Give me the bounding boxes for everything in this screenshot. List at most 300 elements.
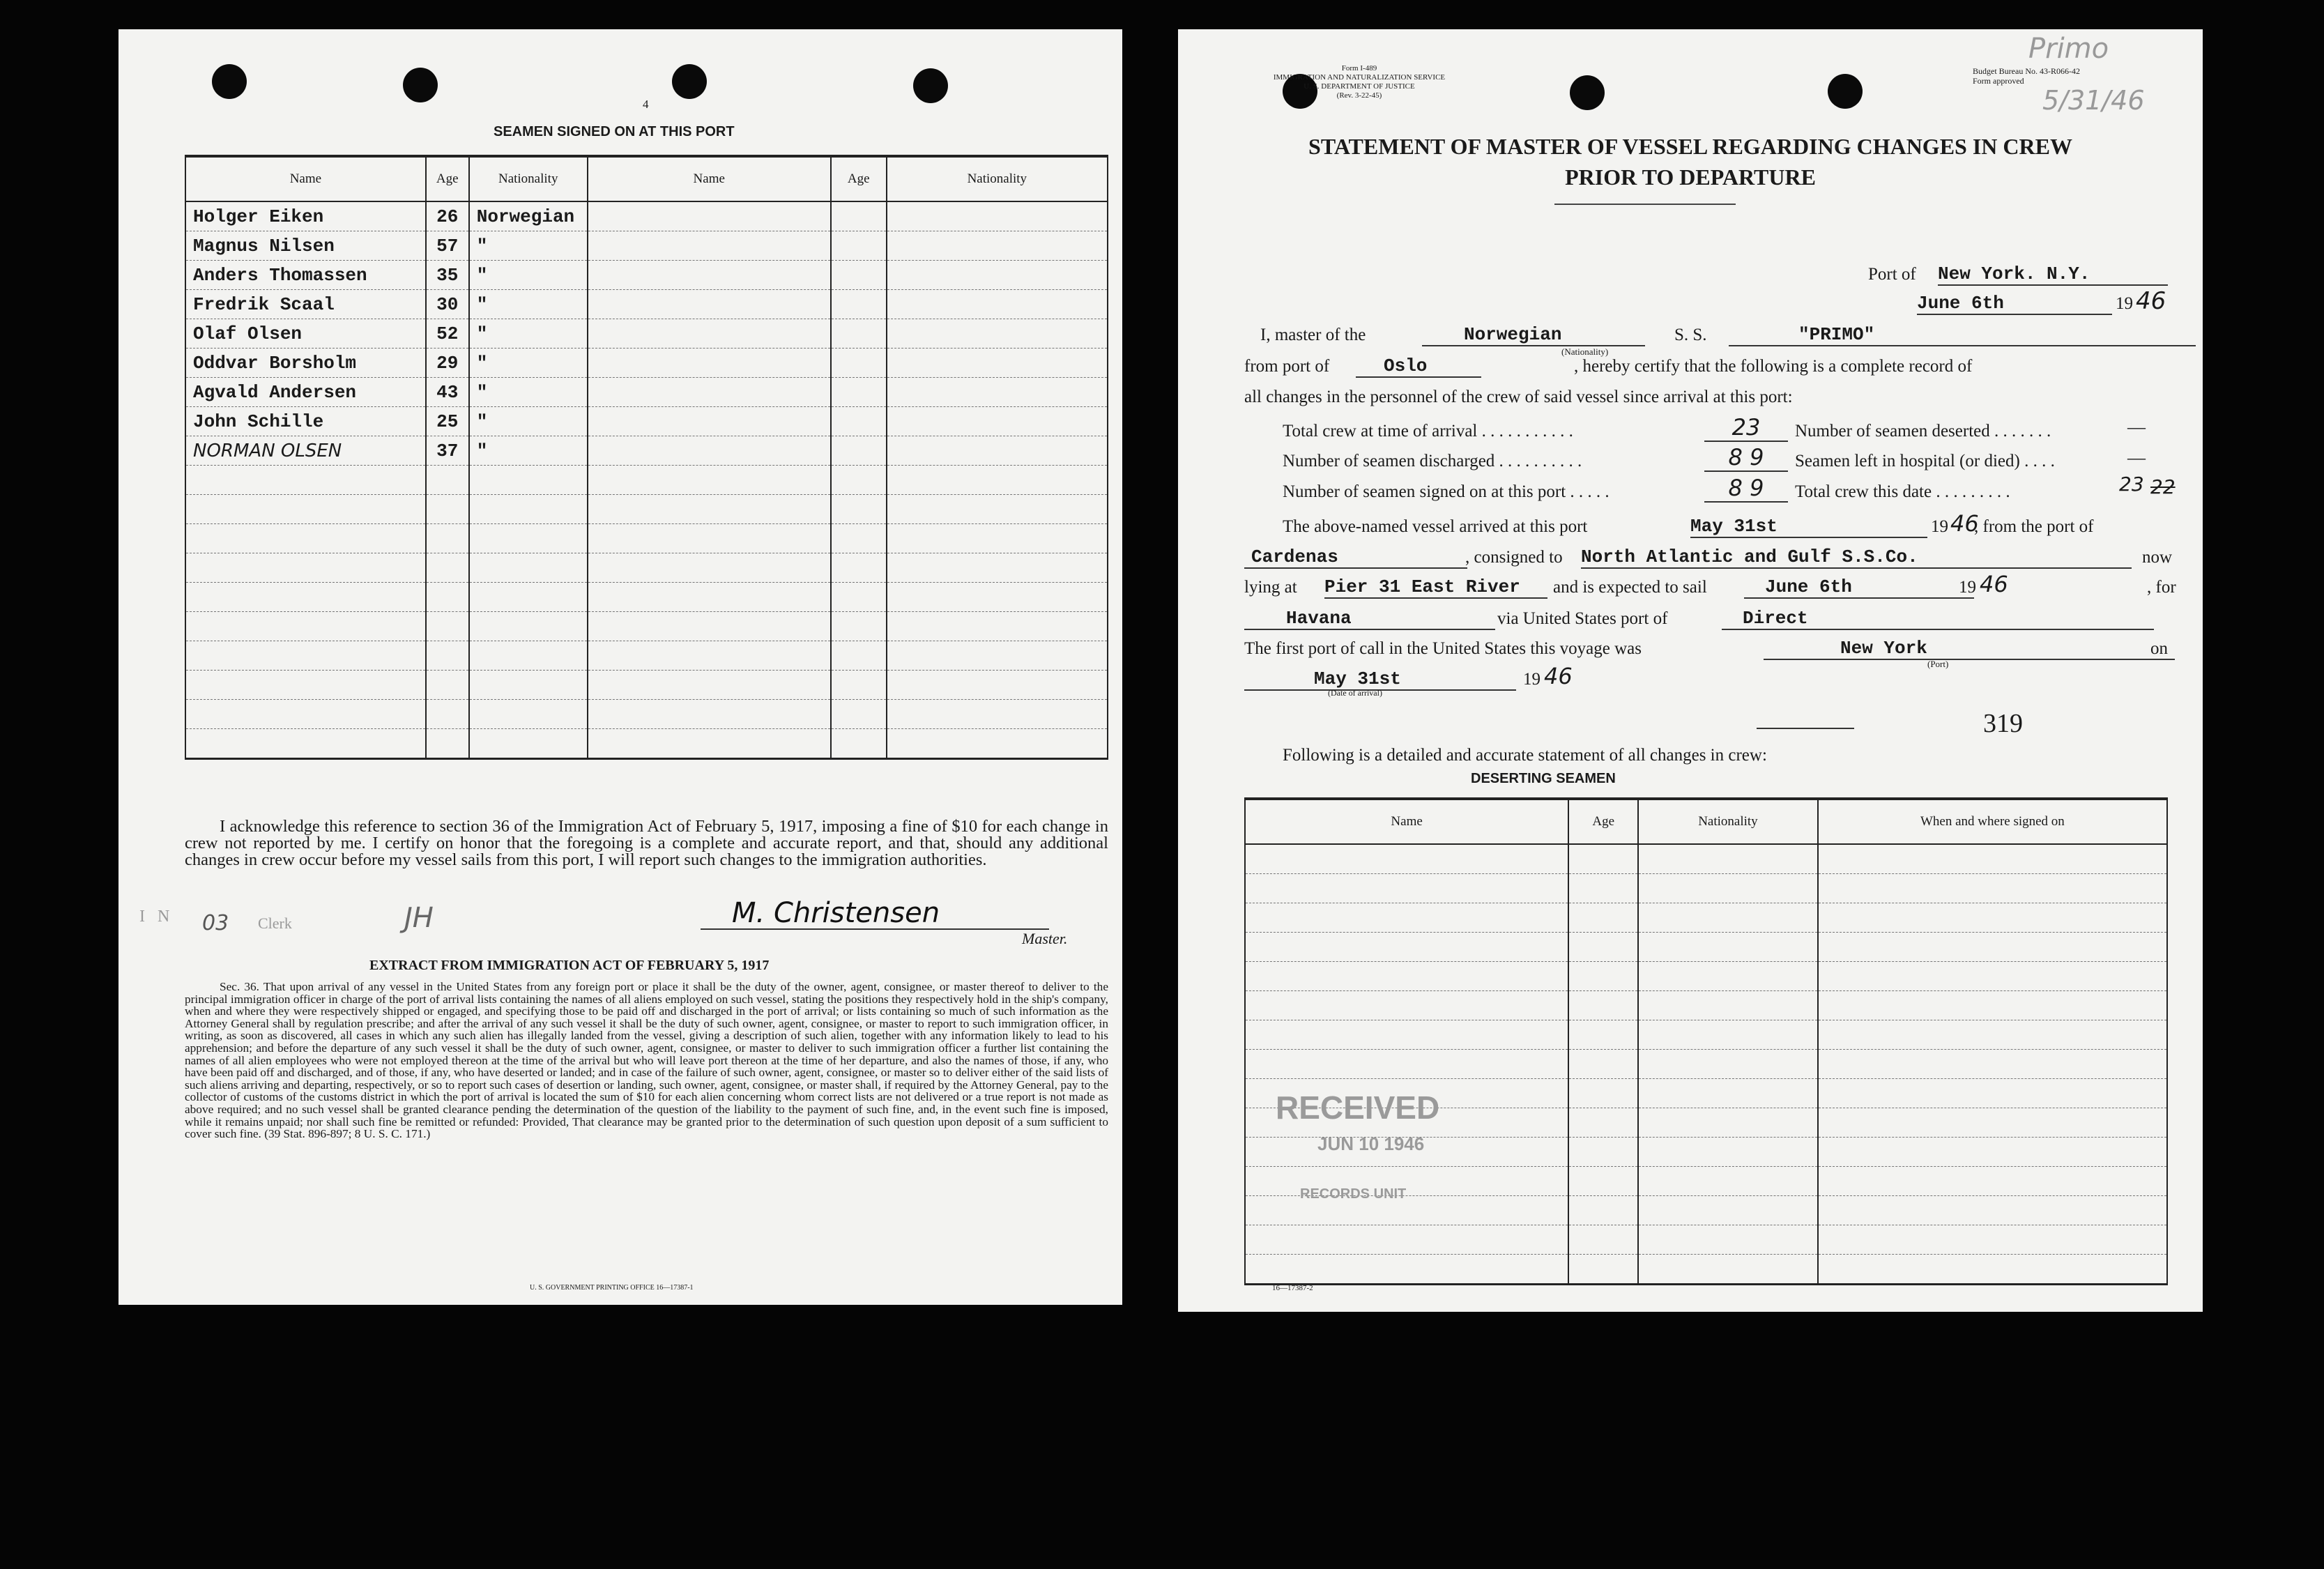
acknowledgment-text: I acknowledge this reference to section 36 of the Immigration Act of February 5, 1917, imposing a fine of $10 for each change in crew not reported by me. I certify on honor that the foregoing is a complete and accurate report, and that, should any additional changes in crew occur before my vessel sails from this port, I will report such changes to the immigration authorities. bbox=[185, 817, 1108, 869]
cell-nationality: " bbox=[469, 231, 588, 261]
cell-age bbox=[426, 671, 469, 700]
empty-cell bbox=[1568, 1108, 1638, 1138]
on-label: on bbox=[2150, 639, 2168, 658]
cell-age: 52 bbox=[426, 319, 469, 349]
cell-name bbox=[185, 583, 426, 612]
table-row bbox=[1245, 991, 2167, 1020]
empty-cell bbox=[1245, 1255, 1568, 1285]
cell-age bbox=[831, 553, 887, 583]
cell-age bbox=[831, 349, 887, 378]
right-page bbox=[1178, 29, 2203, 1312]
table-row bbox=[185, 466, 1108, 495]
cell-age bbox=[831, 466, 887, 495]
empty-cell bbox=[1818, 1138, 2167, 1167]
empty-cell bbox=[1568, 1050, 1638, 1079]
table-row bbox=[185, 671, 1108, 700]
signed-value: 8 9 bbox=[1704, 475, 1788, 503]
empty-cell bbox=[1638, 1138, 1818, 1167]
cell-name bbox=[185, 553, 426, 583]
empty-cell bbox=[1818, 1108, 2167, 1138]
deserted-label: Number of seamen deserted . . . . . . . bbox=[1795, 422, 2051, 441]
cell-name bbox=[588, 466, 831, 495]
changes-text: all changes in the personnel of the crew of said vessel since arrival at this port: bbox=[1244, 388, 1793, 406]
date-value: June 6th bbox=[1917, 293, 2112, 315]
cell-age: 43 bbox=[426, 378, 469, 407]
cell-nationality: " bbox=[469, 436, 588, 466]
cell-nationality: " bbox=[469, 261, 588, 290]
discharged-label: Number of seamen discharged . . . . . . . . . . bbox=[1283, 452, 1582, 470]
cell-nationality bbox=[887, 583, 1108, 612]
table-header-row bbox=[185, 156, 1108, 201]
cell-age: 30 bbox=[426, 290, 469, 319]
cell-age bbox=[831, 700, 887, 729]
empty-cell bbox=[1245, 962, 1568, 991]
following-text: Following is a detailed and accurate statement of all changes in crew: bbox=[1283, 746, 1767, 765]
empty-cell bbox=[1638, 991, 1818, 1020]
empty-cell bbox=[1818, 991, 2167, 1020]
cell-age bbox=[831, 671, 887, 700]
cell-name: Agvald Andersen bbox=[185, 378, 426, 407]
table-row bbox=[1245, 844, 2167, 874]
column-header: When and where signed on bbox=[1818, 799, 2167, 844]
empty-cell bbox=[1638, 1020, 1818, 1050]
cell-nationality bbox=[887, 349, 1108, 378]
empty-cell bbox=[1638, 1255, 1818, 1285]
table-row bbox=[185, 729, 1108, 759]
cell-nationality bbox=[469, 583, 588, 612]
cell-nationality: " bbox=[469, 378, 588, 407]
table-row bbox=[185, 231, 1108, 261]
punch-hole bbox=[913, 68, 948, 103]
cell-nationality: " bbox=[469, 407, 588, 436]
cell-name bbox=[588, 231, 831, 261]
cell-age bbox=[426, 641, 469, 671]
empty-cell bbox=[1818, 1167, 2167, 1196]
empty-cell bbox=[1638, 1108, 1818, 1138]
cell-age bbox=[426, 612, 469, 641]
cell-name bbox=[588, 671, 831, 700]
cell-age bbox=[831, 583, 887, 612]
table-row bbox=[185, 407, 1108, 436]
cell-name bbox=[185, 495, 426, 524]
signed-label: Number of seamen signed on at this port . . . . . bbox=[1283, 482, 1610, 501]
cell-nationality bbox=[469, 553, 588, 583]
table-row bbox=[185, 261, 1108, 290]
cell-name bbox=[588, 700, 831, 729]
column-header: Nationality bbox=[1638, 799, 1818, 844]
file-number: 319 bbox=[1983, 709, 2023, 738]
cell-age: 29 bbox=[426, 349, 469, 378]
cell-name bbox=[588, 612, 831, 641]
cell-name bbox=[588, 524, 831, 553]
empty-cell bbox=[1638, 933, 1818, 962]
via-port: Direct bbox=[1722, 608, 2154, 630]
year-value: 46 bbox=[2136, 287, 2166, 315]
now-label: now bbox=[2142, 548, 2173, 567]
cell-age bbox=[831, 436, 887, 466]
cell-nationality bbox=[887, 261, 1108, 290]
cell-nationality bbox=[887, 319, 1108, 349]
extract-title: EXTRACT FROM IMMIGRATION ACT OF FEBRUARY 5, 1917 bbox=[369, 958, 770, 973]
form-title bbox=[1178, 131, 2203, 192]
empty-cell bbox=[1638, 903, 1818, 933]
table-row bbox=[1245, 874, 2167, 903]
cell-name bbox=[185, 612, 426, 641]
cell-nationality bbox=[887, 729, 1108, 759]
empty-cell bbox=[1568, 962, 1638, 991]
empty-cell bbox=[1638, 1167, 1818, 1196]
column-header: Name bbox=[185, 156, 426, 201]
table-row bbox=[185, 700, 1108, 729]
cell-age: 37 bbox=[426, 436, 469, 466]
cell-nationality bbox=[469, 495, 588, 524]
cell-name: John Schille bbox=[185, 407, 426, 436]
cell-age bbox=[831, 729, 887, 759]
vessel-note: Primo bbox=[2028, 33, 2109, 65]
consignee: North Atlantic and Gulf S.S.Co. bbox=[1581, 546, 2132, 569]
table-row bbox=[1245, 962, 2167, 991]
empty-cell bbox=[1638, 1079, 1818, 1108]
total-now-struck: 22 bbox=[2150, 475, 2176, 498]
empty-cell bbox=[1568, 933, 1638, 962]
cell-nationality bbox=[469, 466, 588, 495]
cell-nationality bbox=[469, 524, 588, 553]
destination: Havana bbox=[1244, 608, 1495, 630]
table-row bbox=[185, 436, 1108, 466]
master-of-label: I, master of the bbox=[1260, 326, 1366, 344]
records-unit-stamp: RECORDS UNIT bbox=[1300, 1186, 1407, 1202]
cell-name bbox=[588, 201, 831, 231]
port-caption: (Port) bbox=[1927, 659, 1949, 669]
cell-age bbox=[831, 261, 887, 290]
punch-hole bbox=[1570, 75, 1605, 110]
page-number: 4 bbox=[643, 98, 649, 111]
cell-age bbox=[426, 495, 469, 524]
table-row bbox=[1245, 1050, 2167, 1079]
cell-nationality bbox=[887, 290, 1108, 319]
cell-nationality bbox=[887, 378, 1108, 407]
cell-name bbox=[588, 436, 831, 466]
year-prefix-2: 19 bbox=[1931, 517, 1948, 536]
empty-cell bbox=[1638, 874, 1818, 903]
short-rule bbox=[1757, 728, 1854, 729]
cell-nationality bbox=[887, 436, 1108, 466]
year-prefix: 19 bbox=[2116, 294, 2133, 313]
cell-nationality bbox=[887, 641, 1108, 671]
cell-age bbox=[831, 201, 887, 231]
empty-cell bbox=[1568, 903, 1638, 933]
empty-cell bbox=[1568, 1225, 1638, 1255]
cell-nationality: " bbox=[469, 319, 588, 349]
table-row bbox=[1245, 903, 2167, 933]
nationality-caption: (Nationality) bbox=[1561, 346, 1609, 357]
from-port-label: from port of bbox=[1244, 357, 1330, 376]
cell-name: Magnus Nilsen bbox=[185, 231, 426, 261]
cell-name bbox=[588, 319, 831, 349]
cell-nationality bbox=[887, 495, 1108, 524]
cell-age bbox=[831, 378, 887, 407]
year-prefix-4: 19 bbox=[1523, 670, 1541, 689]
table-row bbox=[1245, 1020, 2167, 1050]
total-crew-label: Total crew at time of arrival . . . . . . . . . . . bbox=[1283, 422, 1573, 441]
cell-age: 25 bbox=[426, 407, 469, 436]
empty-cell bbox=[1818, 903, 2167, 933]
master-label: Master. bbox=[1022, 930, 1068, 947]
empty-cell bbox=[1638, 1196, 1818, 1225]
empty-cell bbox=[1568, 1020, 1638, 1050]
seamen-signed-table bbox=[185, 155, 1108, 760]
cell-nationality bbox=[887, 231, 1108, 261]
budget-number: Budget Bureau No. 43-R066-42 bbox=[1973, 66, 2080, 76]
empty-cell bbox=[1638, 1225, 1818, 1255]
arrived-from: Cardenas bbox=[1244, 546, 1467, 569]
date-note: 5/31/46 bbox=[2042, 85, 2145, 116]
lying-at-label: lying at bbox=[1244, 578, 1297, 597]
empty-cell bbox=[1818, 844, 2167, 874]
certify-text: , hereby certify that the following is a complete record of bbox=[1574, 357, 1973, 376]
cell-nationality bbox=[887, 671, 1108, 700]
cell-name bbox=[185, 524, 426, 553]
discharged-value: 8 9 bbox=[1704, 444, 1788, 472]
hospital-label: Seamen left in hospital (or died) . . . . bbox=[1795, 452, 2055, 470]
clerk-initials: JH bbox=[404, 902, 434, 934]
port-of-value: New York. N.Y. bbox=[1938, 263, 2168, 286]
empty-cell bbox=[1568, 1167, 1638, 1196]
from-port-of-label: , from the port of bbox=[1974, 517, 2094, 536]
table-row bbox=[185, 583, 1108, 612]
empty-cell bbox=[1245, 1050, 1568, 1079]
cell-name: Oddvar Borsholm bbox=[185, 349, 426, 378]
empty-cell bbox=[1818, 962, 2167, 991]
cell-nationality bbox=[469, 612, 588, 641]
received-date-stamp: JUN 10 1946 bbox=[1317, 1133, 1425, 1154]
total-crew-value: 23 bbox=[1704, 414, 1788, 442]
cell-name: NORMAN OLSEN bbox=[185, 436, 426, 466]
empty-cell bbox=[1245, 874, 1568, 903]
title-line-1: STATEMENT OF MASTER OF VESSEL REGARDING CHANGES IN CREW bbox=[1308, 134, 2072, 159]
column-header: Nationality bbox=[469, 156, 588, 201]
cell-age: 57 bbox=[426, 231, 469, 261]
table-row bbox=[185, 641, 1108, 671]
column-header: Name bbox=[588, 156, 831, 201]
cell-name bbox=[185, 641, 426, 671]
table-row bbox=[1245, 933, 2167, 962]
cell-name: Fredrik Scaal bbox=[185, 290, 426, 319]
hospital-value: — bbox=[2127, 447, 2146, 468]
empty-cell bbox=[1818, 1225, 2167, 1255]
for-label: , for bbox=[2147, 578, 2176, 597]
table-row bbox=[185, 524, 1108, 553]
form-approved: Form approved bbox=[1973, 76, 2024, 86]
cell-name: Olaf Olsen bbox=[185, 319, 426, 349]
sail-date: June 6th bbox=[1744, 576, 1974, 599]
table-row bbox=[185, 612, 1108, 641]
port-of-label: Port of bbox=[1868, 265, 1916, 284]
cell-age bbox=[426, 729, 469, 759]
title-rule bbox=[1554, 204, 1736, 205]
cell-name bbox=[588, 641, 831, 671]
ss-label: S. S. bbox=[1674, 326, 1707, 344]
margin-mark: I N bbox=[139, 908, 174, 926]
cell-age bbox=[831, 319, 887, 349]
cell-name bbox=[588, 290, 831, 319]
lying-at-value: Pier 31 East River bbox=[1324, 576, 1547, 599]
form-number: Form I-489 bbox=[1341, 64, 1377, 72]
punch-hole bbox=[403, 68, 438, 102]
printer-line: 16—17387-2 bbox=[1272, 1284, 1313, 1292]
title-line-2: PRIOR TO DEPARTURE bbox=[1565, 164, 1816, 190]
column-header: Nationality bbox=[887, 156, 1108, 201]
empty-cell bbox=[1245, 1225, 1568, 1255]
empty-cell bbox=[1818, 1020, 2167, 1050]
column-header: Age bbox=[1568, 799, 1638, 844]
empty-cell bbox=[1818, 933, 2167, 962]
cell-age bbox=[426, 524, 469, 553]
cell-nationality bbox=[887, 407, 1108, 436]
table-row bbox=[1245, 1255, 2167, 1285]
empty-cell bbox=[1568, 1255, 1638, 1285]
cell-name: Holger Eiken bbox=[185, 201, 426, 231]
deserted-value: — bbox=[2127, 417, 2146, 437]
section-title: SEAMEN SIGNED ON AT THIS PORT bbox=[494, 124, 735, 139]
table-row bbox=[185, 553, 1108, 583]
first-port-label: The first port of call in the United States this voyage was bbox=[1244, 639, 1642, 658]
cell-nationality bbox=[887, 612, 1108, 641]
table-row bbox=[1245, 1225, 2167, 1255]
budget-note bbox=[1973, 66, 2080, 86]
cell-name bbox=[588, 378, 831, 407]
cell-age: 26 bbox=[426, 201, 469, 231]
consigned-label: , consigned to bbox=[1465, 548, 1563, 567]
cell-nationality: Norwegian bbox=[469, 201, 588, 231]
cell-nationality bbox=[887, 700, 1108, 729]
revision: (Rev. 3-22-45) bbox=[1336, 91, 1382, 100]
empty-cell bbox=[1245, 991, 1568, 1020]
empty-cell bbox=[1638, 962, 1818, 991]
cell-nationality bbox=[469, 671, 588, 700]
cell-age bbox=[426, 583, 469, 612]
cell-age bbox=[831, 495, 887, 524]
empty-cell bbox=[1245, 1196, 1568, 1225]
cell-age bbox=[831, 290, 887, 319]
cell-name bbox=[185, 671, 426, 700]
arrived-year: 46 bbox=[1950, 510, 1979, 537]
clerk-number: 03 bbox=[202, 911, 229, 935]
cell-name bbox=[588, 553, 831, 583]
empty-cell bbox=[1568, 844, 1638, 874]
table-row bbox=[185, 319, 1108, 349]
cell-nationality bbox=[469, 700, 588, 729]
vessel-name: "PRIMO" bbox=[1729, 324, 2196, 346]
table-row bbox=[185, 349, 1108, 378]
year-prefix-3: 19 bbox=[1959, 578, 1976, 597]
cell-age bbox=[426, 553, 469, 583]
empty-cell bbox=[1568, 874, 1638, 903]
cell-name bbox=[185, 729, 426, 759]
cell-name bbox=[588, 495, 831, 524]
cell-age bbox=[426, 700, 469, 729]
table-row bbox=[185, 495, 1108, 524]
cell-name bbox=[588, 407, 831, 436]
cell-age bbox=[831, 407, 887, 436]
nationality-value: Norwegian bbox=[1422, 324, 1645, 346]
received-stamp: RECEIVED bbox=[1276, 1089, 1440, 1126]
punch-hole bbox=[212, 64, 247, 99]
empty-cell bbox=[1245, 1020, 1568, 1050]
cell-age bbox=[831, 231, 887, 261]
cell-nationality: " bbox=[469, 349, 588, 378]
agency: IMMIGRATION AND NATURALIZATION SERVICE bbox=[1273, 73, 1446, 82]
deserting-seamen-table bbox=[1244, 797, 2168, 1285]
cell-name bbox=[588, 349, 831, 378]
extract-text: Sec. 36. That upon arrival of any vessel in the United States from any foreign port or place it shall be the duty of the owner, agent, consignee, or master thereof to deliver to the principal immigration officer in charge of the port of arrival lists containing the names of all aliens employed on such vessel, stating the positions they respectively hold in the ship's company, when and where they were respectively shipped or engaged, and specifying those to be paid off and discharged in the port of arrival; or lists containing so much of such information as the Attorney General shall by regulation prescribe; and after the arrival of any such vessel it shall be the duty of such owner, agent, consignee, or master to report to such immigration officer, in writing, as soon as discovered, all cases in which any such alien has illegally landed from the vessel, giving a description of such alien, together with any information likely to lead to his apprehension; and before the departure of any such vessel it shall be the duty of such owner, agent, consignee, or master to deliver to such immigration officer a further list containing the names of all alien employees who were not employed thereon at the time of the arrival but who will leave port thereon at the time of her departure, and also the names of those, if any, who have been paid off and discharged, and of those, if any, who have deserted or landed; and in case of the failure of such owner, agent, consignee, or master so to deliver either of the said lists of such aliens arriving and departing, respectively, or so to report such cases of desertion or landing, such owner, agent, consignee, or master shall, if required by the Attorney General, pay to the collector of customs of the customs district in which the port of arrival is located the sum of $10 for each alien concerning whom correct lists are not delivered or a true report is not made as above required; and no such vessel shall be granted clearance pending the determination of the question of the liability to the payment of such fine, and, in the event such fine is imposed, while it remains unpaid; nor shall such fine be remitted or refunded: Provided, That clearance may be granted prior to the determination of such question upon deposit of a sum sufficient to cover such fine. (39 Stat. 896-897; 8 U. S. C. 171.) bbox=[185, 980, 1108, 1141]
total-now-value: 23 bbox=[2119, 473, 2144, 496]
expected-label: and is expected to sail bbox=[1553, 578, 1707, 597]
empty-cell bbox=[1638, 1050, 1818, 1079]
table-row bbox=[185, 201, 1108, 231]
cell-nationality bbox=[469, 729, 588, 759]
printer-line: U. S. GOVERNMENT PRINTING OFFICE 16—17387-1 bbox=[530, 1284, 694, 1292]
empty-cell bbox=[1245, 933, 1568, 962]
empty-cell bbox=[1818, 874, 2167, 903]
cell-age: 35 bbox=[426, 261, 469, 290]
cell-age bbox=[831, 641, 887, 671]
cell-name bbox=[588, 583, 831, 612]
master-signature: M. Christensen bbox=[732, 897, 940, 929]
via-label: via United States port of bbox=[1497, 609, 1668, 628]
cell-name bbox=[185, 466, 426, 495]
column-header: Name bbox=[1245, 799, 1568, 844]
cell-nationality: " bbox=[469, 290, 588, 319]
total-now-label: Total crew this date . . . . . . . . . bbox=[1795, 482, 2010, 501]
empty-cell bbox=[1818, 1050, 2167, 1079]
empty-cell bbox=[1568, 991, 1638, 1020]
date-caption: (Date of arrival) bbox=[1328, 688, 1382, 698]
cell-age bbox=[831, 524, 887, 553]
punch-hole bbox=[1828, 74, 1863, 109]
first-year: 46 bbox=[1544, 663, 1573, 689]
empty-cell bbox=[1245, 1167, 1568, 1196]
table-row bbox=[185, 290, 1108, 319]
cell-age bbox=[426, 466, 469, 495]
department: U. S. DEPARTMENT OF JUSTICE bbox=[1304, 82, 1415, 91]
signature-line bbox=[701, 928, 1049, 930]
cell-nationality bbox=[887, 466, 1108, 495]
cell-age bbox=[831, 612, 887, 641]
form-header bbox=[1255, 64, 1464, 100]
left-page bbox=[119, 29, 1122, 1305]
clerk-label: Clerk bbox=[258, 914, 292, 932]
cell-nationality bbox=[887, 553, 1108, 583]
column-header: Age bbox=[426, 156, 469, 201]
empty-cell bbox=[1818, 1079, 2167, 1108]
empty-cell bbox=[1818, 1196, 2167, 1225]
first-port: New York bbox=[1764, 638, 2175, 660]
cell-name: Anders Thomassen bbox=[185, 261, 426, 290]
from-port-value: Oslo bbox=[1356, 355, 1481, 378]
column-header: Age bbox=[831, 156, 887, 201]
empty-cell bbox=[1568, 1196, 1638, 1225]
empty-cell bbox=[1245, 903, 1568, 933]
cell-nationality bbox=[469, 641, 588, 671]
first-date: May 31st bbox=[1244, 668, 1516, 691]
empty-cell bbox=[1818, 1255, 2167, 1285]
punch-hole bbox=[672, 64, 707, 99]
empty-cell bbox=[1245, 844, 1568, 874]
arrived-date: May 31st bbox=[1690, 516, 1927, 538]
cell-nationality bbox=[887, 524, 1108, 553]
cell-name bbox=[588, 729, 831, 759]
